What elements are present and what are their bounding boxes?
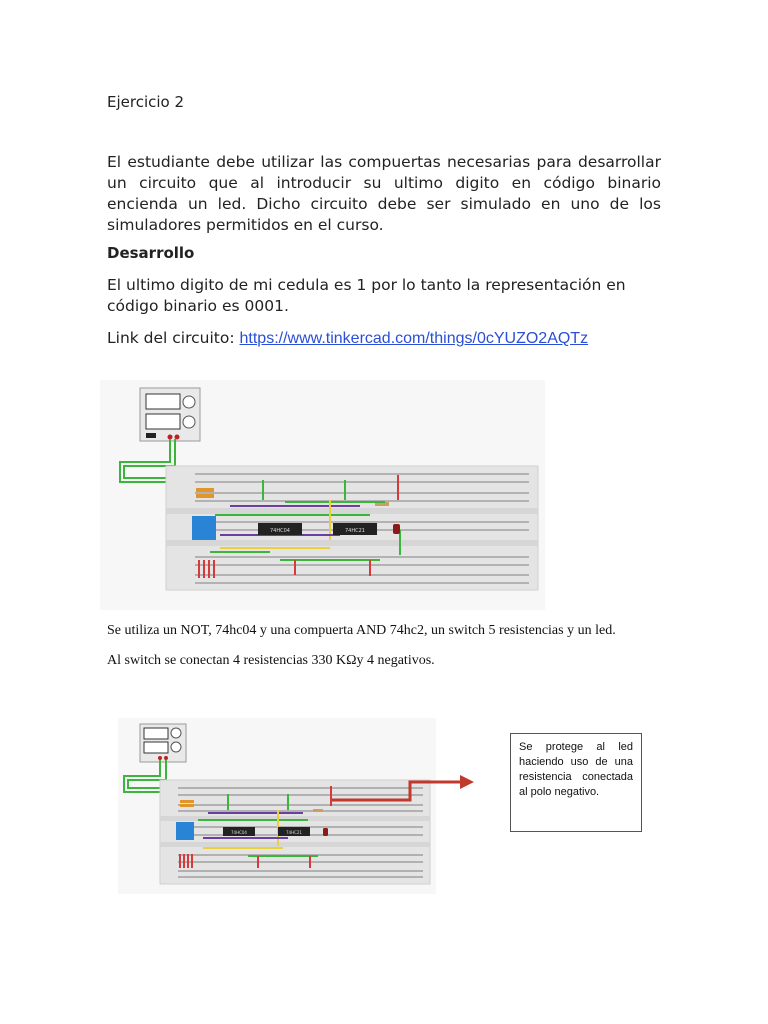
led bbox=[393, 524, 400, 534]
chip-label: 74HC21 bbox=[345, 528, 365, 534]
arrow-icon bbox=[320, 770, 480, 810]
chip-74hc21 bbox=[278, 827, 310, 836]
circuit-link[interactable]: https://www.tinkercad.com/things/0cYUZO2AQTz bbox=[239, 330, 589, 347]
binary-paragraph: El ultimo digito de mi cedula es 1 por lo tanto la representación en código binario es 0001. bbox=[107, 276, 626, 315]
chip-74hc04 bbox=[258, 523, 302, 535]
link-label: Link del circuito: bbox=[107, 329, 235, 347]
chip-74hc21 bbox=[333, 523, 377, 535]
intro-paragraph: El estudiante debe utilizar las compuertas necesarias para desarrollar un circuito que al introducir su ultimo digito en código binario encienda un led. Dicho circuito debe ser simulado en uno de los simuladores permitidos en el curso. bbox=[107, 153, 661, 234]
power-supply bbox=[140, 724, 186, 762]
dip-switch bbox=[176, 822, 194, 840]
callout-box: Se protege al led haciendo uso de una resistencia conectada al polo negativo. bbox=[510, 733, 642, 832]
caption-switch: Al switch se conectan 4 resistencias 330 KΩy 4 negativos. bbox=[107, 653, 435, 668]
exercise-title: Ejercicio 2 bbox=[107, 93, 185, 111]
dip-switch bbox=[192, 516, 216, 540]
power-supply bbox=[140, 388, 200, 441]
chip-74hc04 bbox=[223, 827, 255, 836]
circuit-figure-1 bbox=[100, 380, 545, 610]
section-heading: Desarrollo bbox=[107, 244, 195, 262]
chip-label: 74HC04 bbox=[270, 528, 290, 534]
link-line bbox=[107, 328, 588, 349]
caption-components: Se utiliza un NOT, 74hc04 y una compuerta AND 74hc2, un switch 5 resistencias y un led. bbox=[107, 623, 616, 638]
chip-label: 74HC04 bbox=[231, 830, 247, 835]
chip-label: 74HC21 bbox=[286, 830, 302, 835]
led bbox=[323, 828, 328, 836]
